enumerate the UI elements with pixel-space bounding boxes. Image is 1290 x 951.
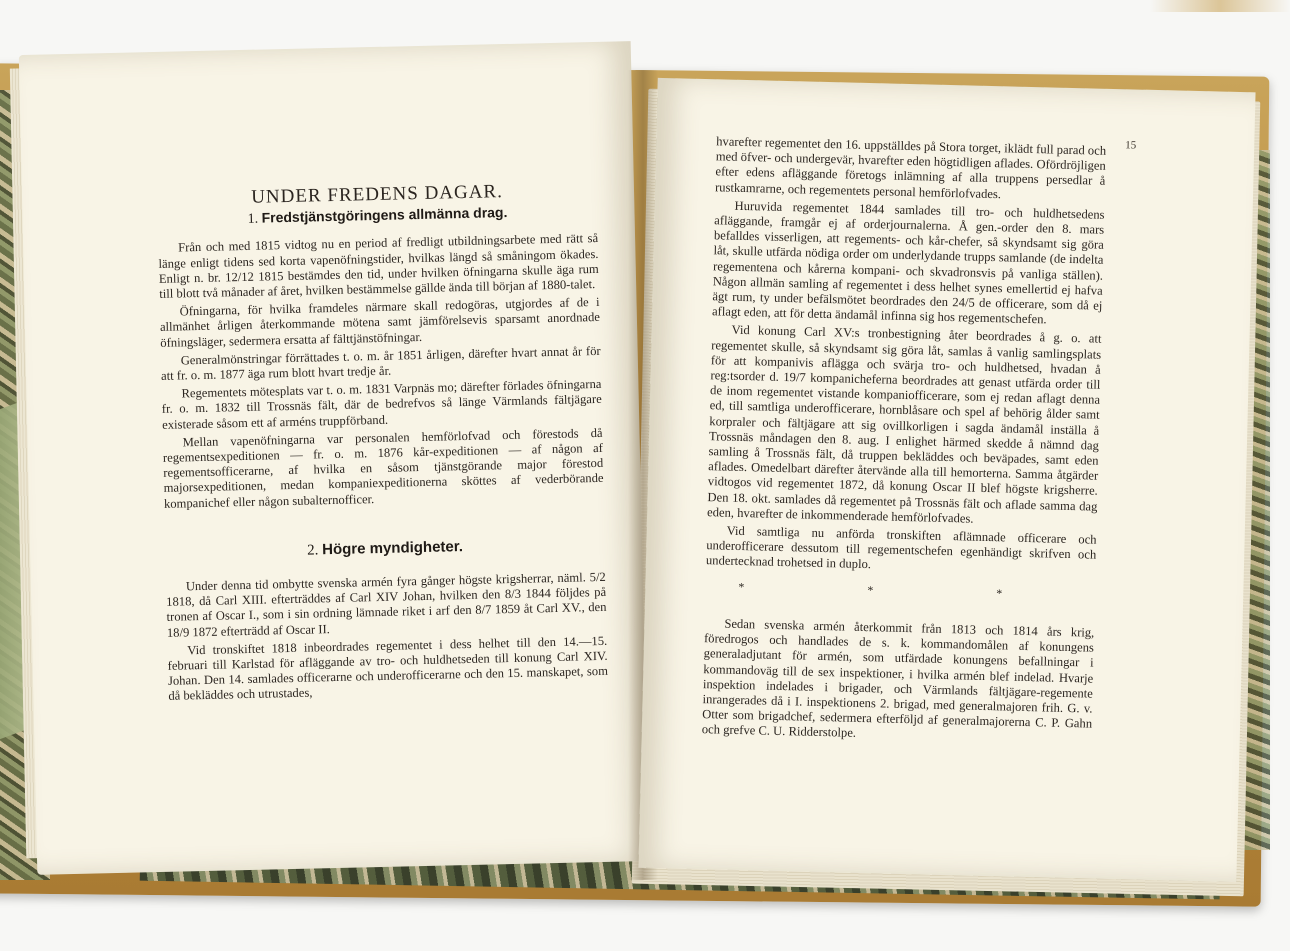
left-page xyxy=(19,41,649,875)
section-separator: * * * xyxy=(738,579,1063,602)
background-object xyxy=(1150,0,1290,12)
paragraph: Vid samtliga nu anförda tronskiften aflämnade officerare och underofficerare dessutom till regementschefen egenhändigt skrifven och undertecknad trohetsed in duplo. xyxy=(705,523,1097,572)
right-page xyxy=(638,78,1255,882)
paragraph: Från och med 1815 vidtog nu en period af fredligt utbildningsarbete med rätt så länge enligt tidens sed korta vapenöfningstider, hvilkas längd så småningom ökades. Enligt n. br. 12/12 1815 bestämdes den tid, under hvilken öfningarna skulle äga rum till blott två månader af året, hvilken bestämmelse gällde ända till början af 1880-talet. xyxy=(158,231,599,301)
section-heading-2 xyxy=(165,536,605,562)
chapter-title: UNDER FREDENS DAGAR. xyxy=(250,181,504,208)
section-heading-1 xyxy=(157,203,597,229)
paragraph: Regementets mötesplats var t. o. m. 1831 Varpnäs mo; därefter förlades öfningarna fr. o. m. 1832 till Trossnäs fält, där de bedrefvos så länge Värmlands fältjägare existerade såsom ett af arméns truppförband. xyxy=(161,377,602,432)
left-page-text xyxy=(157,182,609,708)
page-number: 15 xyxy=(1125,139,1137,152)
paragraph: Vid konung Carl XV:s tronbestigning åter beordrades å g. o. att regementet skulle, så skyndsamt sig göra låt, samlas å vanlig samlingsplats för att kompanivis aflägga och svärja tro- och huldhetsed, hvadan å reg:tsorder d. 19/7 kompanicheferna beordrades att genast utfärda order till de inom regementet vistande kompaniofficerare, som ej redan aflagt denna ed, till samtliga underofficerare, hornblåsare och spel af behörig ålder samt korpraler och fältjägare att sig ovillkorligen i sagda ändamål inställa å Trossnäs måndagen den 8. aug. I enlighet härmed skedde å nämnd dag samling å Trossnäs fält, då truppen bekläddes och beväpades, samt eden aflades. Omedelbart därefter återvände alla till hemorterna. Samma åtgärder vidtogos vid regementet 1872, då konung Oscar II blef högste krigsherre. Den 18. okt. samlades då regementet på Trossnäs fält och aflade samma dag eden, hvarefter de inkommenderade hemförlofvades. xyxy=(706,323,1102,526)
paragraph: Öfningarna, för hvilka framdeles närmare skall redogöras, utgjordes af de i allmänhet årligen återkommande mötena samt jämförelsevis sparsamt anordnade öfningsläger, sedermera ersatta af fälttjänstöfningar. xyxy=(159,295,601,350)
paragraph: Generalmönstringar förrättades t. o. m. år 1851 årligen, därefter hvart annat år för att fr. o. m. 1877 äga rum blott hvart tredje år. xyxy=(160,343,601,383)
section-title: Högre myndigheter. xyxy=(321,537,464,559)
right-page-text xyxy=(702,134,1107,750)
paragraph: Sedan svenska armén återkommit från 1813 och 1814 års krig, föredrogos och handlades de s. k. kommandomålen af konungens generaladjutant för armén, som utfärdade konungens befallningar i kommandoväg till de sex inspektioner, i hvilka armén blef indelad. Hvarje inspektion indelades i brigader, och Värmlands fältjägare-regemente inrangerades då i I. inspektionens 2. brigad, med generalmajoren frih. G. v. Otter som brigadchef, sedermera efterföljd af generalmajorerna C. P. Gahn och grefve C. U. Ridderstolpe. xyxy=(701,616,1095,741)
paragraph: hvarefter regementet den 16. uppställdes på Stora torget, iklädt full parad och med öfver- och undergevär, hvarefter eden högtidligen aflades. Ofördröjligen efter edens afläggande företogs inlämning af alla truppens persedlar å rustkamrarne, och regementets personal hemförlofvades. xyxy=(714,134,1107,201)
section-number: 2. xyxy=(306,542,319,559)
paragraph: Huruvida regementet 1844 samlades till tro- och huldhetsedens afläggande, framgår ej af orderjournalerna. Å gen.-order den 8. mars befalldes visserligen, att regements- och kår-chefer, så skyndsamt sig göra låt, skulle utfärda nödiga order om underlydande trupps samlande (de indelta regementena och kårerna kompani- och skvadronsvis på vanliga ställen). Någon allmän samling af regementet i dess helhet synes emellertid ej hafva ägt rum, ty under befälsmötet beordrades den 24/5 de officerare, som då ej aflagt eden, att för detta ändamål infinna sig hos regementschefen. xyxy=(711,198,1105,327)
paragraph: Under denna tid ombytte svenska armén fyra gånger högste krigsherrar, näml. 5/2 1818, då Carl XIII. efterträddes af Carl XIV Johan, hvilken den 8/3 1844 följdes på tronen af Oscar I., som i sin ordning lämnade riket i arf den 8/7 1859 åt Carl XV., den 18/9 1872 efterträdd af Oscar II. xyxy=(166,569,607,640)
section-title: Fredstjänstgöringens allmänna drag. xyxy=(261,204,508,226)
paragraph: Vid tronskiftet 1818 inbeordrades regementet i dess helhet till den 14.—15. februari till Karlstad för afläggande av tro- och huldhetseden till konung Carl XIV. Johan. Den 14. samlades officerarne och underofficerarne och den 15. manskapet, som då bekläddes och utrustades, xyxy=(167,633,609,704)
paragraph: Mellan vapenöfningarna var personalen hemförlofvad och förestods då regementsexpeditionen — fr. o. m. 1876 kår-expeditionen — af någon af regementsofficerarne, af hvilka en såsom tjänstgörande major förestod majorsexpeditionen, medan kompaniexpeditionerna sköttes af vederbörande kompanichef eller någon subalternofficer. xyxy=(162,425,604,511)
section-number: 1. xyxy=(247,211,259,228)
